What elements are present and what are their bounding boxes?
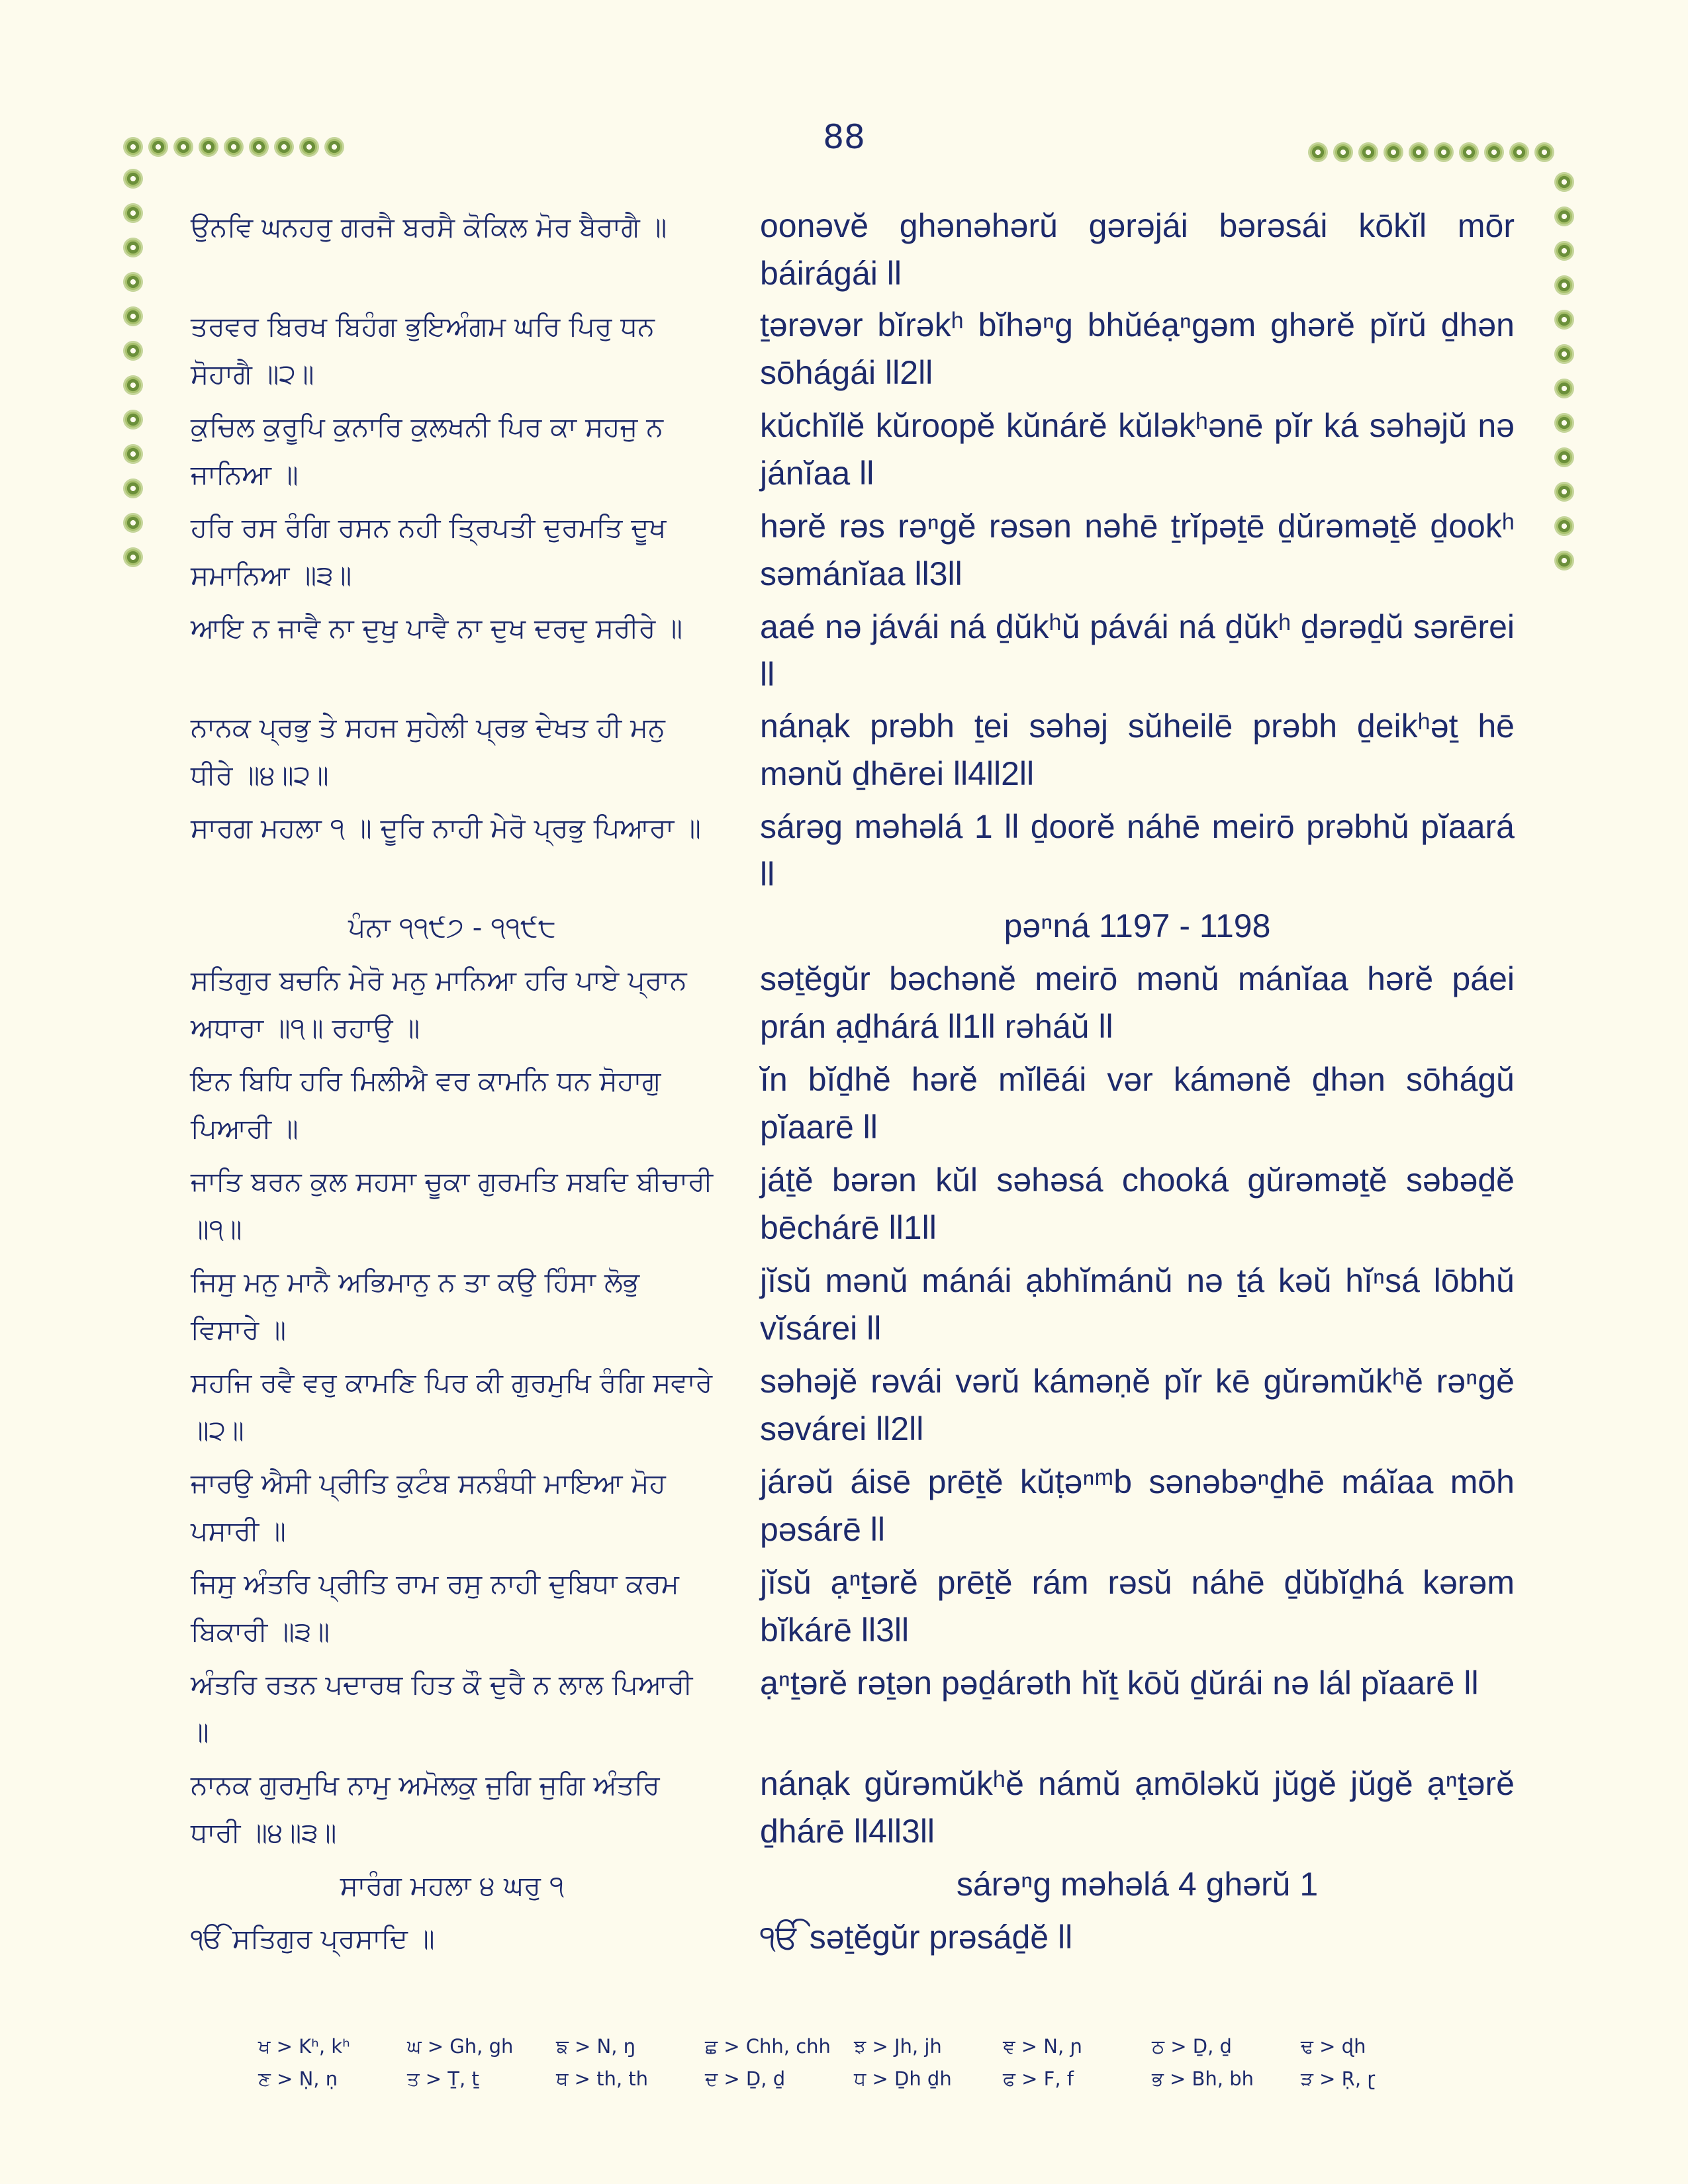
transliteration-line: səhəjĕ rəvái vərŭ káməṇĕ pĭr kē gŭrəmŭkʰĕ rəⁿgĕ səvárei ll2ll [760, 1363, 1515, 1447]
flower-icon [1383, 142, 1403, 162]
transliteration-line: sárəg məhəlá 1 ll ḏoorĕ náhē meirō prəbhŭ pĭaará ll [760, 808, 1515, 893]
flower-icon [123, 341, 143, 361]
gurmukhi-line: ਹਰਿ ਰਸ ਰੰਗਿ ਰਸਨ ਨਹੀ ਤ੍ਰਿਪਤੀ ਦੁਰਮਤਿ ਦੂਖ ਸਮਾਨਿਆ ॥੩॥ [191, 512, 667, 591]
flower-icon [1358, 142, 1378, 162]
gurmukhi-line: ਜਿਸੁ ਅੰਤਰਿ ਪ੍ਰੀਤਿ ਰਾਮ ਰਸੁ ਨਾਹੀ ਦੁਬਿਧਾ ਕਰਮ ਬਿਕਾਰੀ ॥੩॥ [191, 1568, 679, 1647]
flower-icon [123, 513, 143, 533]
flower-icon [123, 306, 143, 326]
flower-icon [123, 375, 143, 395]
legend-row [258, 2035, 1450, 2058]
flower-icon [1554, 379, 1574, 398]
mool-mantar-row [191, 1913, 1515, 1962]
legend-item: ਛ > Chh, chh [705, 2035, 831, 2058]
shabad-heading-row [191, 1860, 1515, 1909]
gurmukhi-page-reference: ਪੰਨਾ ੧੧੯੭ - ੧੧੯੮ [348, 911, 556, 943]
legend-item: ਭ > Bh, bh [1152, 2068, 1254, 2090]
gurmukhi-line: ਨਾਨਕ ਗੁਰਮੁਖਿ ਨਾਮੁ ਅਮੋਲਕੁ ਜੁਗਿ ਜੁਗਿ ਅੰਤਰਿ ਧਾਰੀ ॥੪॥੩॥ [191, 1769, 660, 1848]
legend-item: ਥ > th, th [556, 2068, 649, 2090]
flower-icon [123, 410, 143, 430]
legend-item: ਦ > Ḏ, ḏ [705, 2068, 786, 2090]
transliteration-page-reference: pəⁿná 1197 - 1198 [1004, 907, 1271, 944]
flower-icon [274, 137, 294, 157]
flower-icon [1554, 447, 1574, 467]
flower-icon [1554, 516, 1574, 536]
legend-item: ੜ > Ṛ, ɽ [1301, 2068, 1376, 2090]
flower-icon [123, 478, 143, 498]
flower-icon [1554, 275, 1574, 295]
verse-table [191, 202, 1515, 1966]
flower-icon [1554, 241, 1574, 261]
transliteration-line: ạⁿṯərĕ rəṯən pəḏárəth hĭṯ kōŭ ḏŭrái nə lál pĭaarē ll [760, 1664, 1479, 1702]
gurmukhi-line: ਤਰਵਰ ਬਿਰਖ ਬਿਹੰਗ ਭੁਇਅੰਗਮ ਘਰਿ ਪਿਰੁ ਧਨ ਸੋਹਾਗੈ ॥੨॥ [191, 310, 655, 390]
flower-icon [1459, 142, 1479, 162]
transliteration-line: hərĕ rəs rəⁿgĕ rəsən nəhē ṯrĭpəṯē ḏŭrəməṯĕ ḏookʰ səmánĭaa ll3ll [760, 508, 1515, 592]
flower-icon [1554, 413, 1574, 433]
verse-row [191, 803, 1515, 898]
legend-item: ਤ > Ṯ, ṯ [407, 2068, 479, 2090]
flower-icon [173, 137, 193, 157]
flower-icon [1554, 206, 1574, 226]
verse-row [191, 1156, 1515, 1253]
transliteration-legend [258, 2035, 1450, 2100]
legend-item: ਣ > Ṇ, ṇ [258, 2068, 338, 2090]
transliteration-line: ੴ səṯĕgŭr prəsáḏĕ ll [760, 1919, 1073, 1956]
legend-item: ਠ > Ḏ, ḏ [1152, 2035, 1232, 2058]
flower-icon [1509, 142, 1529, 162]
verse-row [191, 1056, 1515, 1152]
verse-row [191, 1760, 1515, 1856]
gurmukhi-line: ਉਨਵਿ ਘਨਹਰੁ ਗਰਜੈ ਬਰਸੈ ਕੋਕਿਲ ਮੋਰ ਬੈਰਾਗੈ ॥ [191, 211, 667, 243]
flower-icon [249, 137, 269, 157]
transliteration-line: jĭsŭ mənŭ mánái ạbhĭmánŭ nə ṯá kəŭ hĭⁿsá lōbhŭ vĭsárei ll [760, 1262, 1515, 1347]
gurmukhi-line: ਨਾਨਕ ਪ੍ਰਭੁ ਤੇ ਸਹਜ ਸੁਹੇਲੀ ਪ੍ਰਭ ਦੇਖਤ ਹੀ ਮਨੁ ਧੀਰੇ ॥੪॥੨॥ [191, 711, 665, 791]
flower-icon [1554, 310, 1574, 330]
transliteration-line: səṯĕgŭr bəchənĕ meirō mənŭ mánĭaa hərĕ páei prán ạḏhárá ll1ll rəháŭ ll [760, 960, 1515, 1045]
flower-icon [1534, 142, 1554, 162]
verse-row [191, 1659, 1515, 1756]
transliteration-line: jĭsŭ ạⁿṯərĕ prēṯĕ rám rəsŭ náhē ḏŭbĭḏhá kərəm bĭkárē ll3ll [760, 1564, 1515, 1649]
legend-item: ਢ > ɖh [1301, 2035, 1366, 2058]
verse-row [191, 1458, 1515, 1555]
flower-icon [1308, 142, 1328, 162]
flower-icon [199, 137, 218, 157]
flower-icon [123, 137, 143, 157]
flower-icon [299, 137, 319, 157]
legend-item: ਖ > Kʰ, kʰ [258, 2035, 350, 2058]
gurmukhi-line: ਅੰਤਰਿ ਰਤਨ ਪਦਾਰਥ ਹਿਤ ਕੌ ਦੁਰੈ ਨ ਲਾਲ ਪਿਆਰੀ ॥ [191, 1668, 693, 1748]
transliteration-line: oonəvĕ ghənəhərŭ gərəjái bərəsái kōkĭl mōr báirágái ll [760, 207, 1515, 292]
gurmukhi-line: ਸਤਿਗੁਰ ਬਚਨਿ ਮੇਰੋ ਮਨੁ ਮਾਨਿਆ ਹਰਿ ਪਾਏ ਪ੍ਰਾਨ ਅਧਾਰਾ ॥੧॥ ਰਹਾਉ ॥ [191, 964, 687, 1044]
flower-icon [123, 169, 143, 189]
verse-row [191, 955, 1515, 1052]
flower-icon [123, 272, 143, 292]
verse-row [191, 603, 1515, 698]
flower-icon [123, 238, 143, 257]
transliteration-line: kŭchĭlĕ kŭroopĕ kŭnárĕ kŭləkʰənē pĭr ká səhəjŭ nə jánĭaa ll [760, 407, 1515, 492]
verse-row [191, 202, 1515, 297]
gurmukhi-line: ਆਇ ਨ ਜਾਵੈ ਨਾ ਦੁਖੁ ਪਾਵੈ ਨਾ ਦੁਖ ਦਰਦੁ ਸਰੀਰੇ ॥ [191, 612, 682, 644]
verse-row [191, 1559, 1515, 1655]
gurmukhi-line: ਕੁਚਿਲ ਕੁਰੂਪਿ ਕੁਨਾਰਿ ਕੁਲਖਨੀ ਪਿਰ ਕਾ ਸਹਜੁ ਨ ਜਾਨਿਆ ॥ [191, 411, 663, 490]
legend-item: ਝ > Jh, jh [854, 2035, 942, 2058]
gurmukhi-line: ਜਾਤਿ ਬਰਨ ਕੁਲ ਸਹਸਾ ਚੂਕਾ ਗੁਰਮਤਿ ਸਬਦਿ ਬੀਚਾਰੀ ॥੧॥ [191, 1165, 713, 1245]
page-number: 88 [823, 118, 865, 156]
gurmukhi-line: ੴ ਸਤਿਗੁਰ ਪ੍ਰਸਾਦਿ ॥ [191, 1923, 435, 1954]
left-ornament-column [123, 169, 143, 567]
verse-row [191, 702, 1515, 799]
verse-row [191, 502, 1515, 599]
flower-icon [224, 137, 244, 157]
flower-icon [123, 203, 143, 223]
gurmukhi-heading: ਸਾਰੰਗ ਮਹਲਾ ੪ ਘਰੁ ੧ [340, 1870, 565, 1901]
verse-row [191, 402, 1515, 498]
legend-item: ਞ > N, ɲ [1003, 2035, 1083, 2058]
legend-row [258, 2068, 1450, 2091]
transliteration-line: nánạk prəbh ṯei səhəj sŭheilē prəbh ḏeikʰəṯ hē mənŭ ḏhērei ll4ll2ll [760, 707, 1515, 792]
legend-item: ਫ > F, f [1003, 2068, 1074, 2090]
gurmukhi-line: ਸਹਜਿ ਰਵੈ ਵਰੁ ਕਾਮਣਿ ਪਿਰ ਕੀ ਗੁਰਮੁਖਿ ਰੰਗਿ ਸਵਾਰੇ ॥੨॥ [191, 1367, 713, 1446]
top-right-ornament-row [1308, 142, 1554, 162]
gurmukhi-line: ਇਨ ਬਿਧਿ ਹਰਿ ਮਿਲੀਐ ਵਰ ਕਾਮਨਿ ਧਨ ਸੋਹਾਗੁ ਪਿਆਰੀ ॥ [191, 1065, 661, 1144]
transliteration-heading: sárəⁿg məhəlá 4 ghərŭ 1 [956, 1866, 1319, 1903]
transliteration-line: nánạk gŭrəmŭkʰĕ námŭ ạmōləkŭ jŭgĕ jŭgĕ ạⁿṯərĕ ḏhárē ll4ll3ll [760, 1765, 1515, 1850]
flower-icon [123, 547, 143, 567]
flower-icon [1554, 344, 1574, 364]
top-left-ornament-row [123, 137, 344, 157]
flower-icon [1434, 142, 1454, 162]
transliteration-line: jáṯĕ bərən kŭl səhəsá chooká gŭrəməṯĕ səbəḏĕ bēchárē ll1ll [760, 1161, 1515, 1246]
gurmukhi-line: ਸਾਰਗ ਮਹਲਾ ੧ ॥ ਦੂਰਿ ਨਾਹੀ ਮੇਰੋ ਪ੍ਰਭੁ ਪਿਆਰਾ ॥ [191, 812, 701, 844]
legend-item: ਧ > Ḏh ḏh [854, 2068, 952, 2090]
legend-item: ਘ > Gh, gh [407, 2035, 514, 2058]
transliteration-line: ĭn bĭḏhĕ hərĕ mĭlēái vər kámənĕ ḏhən sōhágŭ pĭaarē ll [760, 1061, 1515, 1146]
flower-icon [1554, 172, 1574, 192]
gurmukhi-line: ਜਾਰਉ ਐਸੀ ਪ੍ਰੀਤਿ ਕੁਟੰਬ ਸਨਬੰਧੀ ਮਾਇਆ ਮੋਹ ਪਸਾਰੀ ॥ [191, 1467, 666, 1547]
page-reference-row [191, 902, 1515, 951]
flower-icon [1409, 142, 1429, 162]
transliteration-line: járəŭ áisē prēṯĕ kŭṭəⁿᵐb sənəbəⁿḏhē máĭaa mōh pəsárē ll [760, 1463, 1515, 1548]
transliteration-line: aaé nə jávái ná ḏŭkʰŭ pávái ná ḏŭkʰ ḏərəḏŭ sərērei ll [760, 608, 1515, 693]
legend-item: ਙ > N, ŋ [556, 2035, 636, 2058]
flower-icon [1484, 142, 1504, 162]
right-ornament-column [1554, 172, 1574, 570]
transliteration-line: ṯərəvər bĭrəkʰ bĭhəⁿg bhŭéạⁿgəm ghərĕ pĭrŭ ḏhən sōhágái ll2ll [760, 306, 1515, 391]
flower-icon [1554, 551, 1574, 570]
verse-row [191, 301, 1515, 398]
flower-icon [1554, 482, 1574, 502]
flower-icon [1333, 142, 1353, 162]
gurmukhi-line: ਜਿਸੁ ਮਨੁ ਮਾਨੈ ਅਭਿਮਾਨੁ ਨ ਤਾ ਕਉ ਹਿੰਸਾ ਲੋਭੁ ਵਿਸਾਰੇ ॥ [191, 1266, 639, 1345]
flower-icon [123, 444, 143, 464]
flower-icon [324, 137, 344, 157]
verse-row [191, 1357, 1515, 1454]
verse-row [191, 1257, 1515, 1353]
flower-icon [148, 137, 168, 157]
